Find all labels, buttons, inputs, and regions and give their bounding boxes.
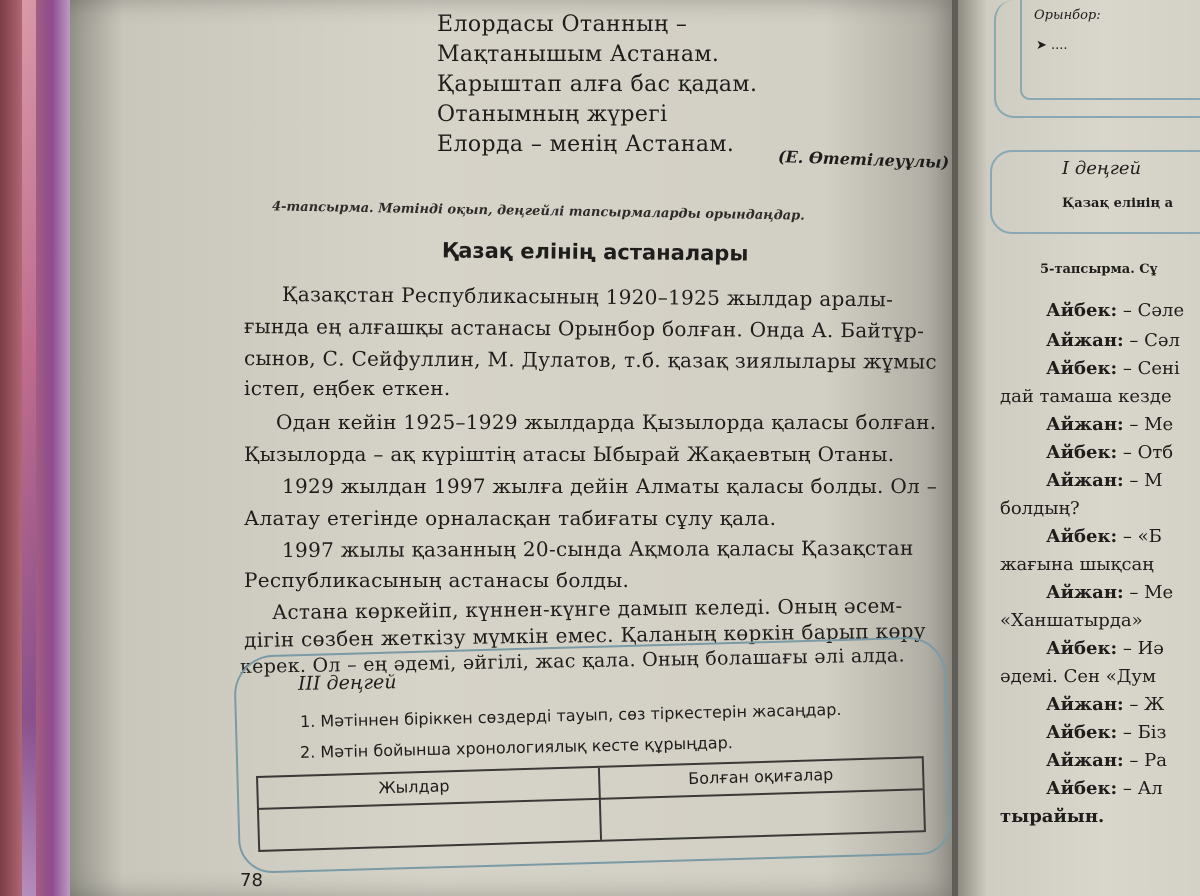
text-line: 1929 жылдан 1997 жылға дейін Алматы қаласы болды. Ол – bbox=[282, 474, 938, 498]
dialogue-line: Айбек: – «Б bbox=[1046, 526, 1162, 547]
dialogue-line: Айбек: – Біз bbox=[1046, 722, 1167, 743]
level-3-question-2: 2. Мәтін бойынша хронологиялық кесте құрыңдар. bbox=[299, 733, 734, 762]
dialogue-line: Айжан: – Ме bbox=[1046, 414, 1174, 435]
level-3-title: III деңгей bbox=[297, 671, 397, 695]
text-line: Республикасының астанасы болды. bbox=[244, 568, 630, 592]
poem-line: Отанымның жүрегі bbox=[437, 102, 668, 127]
text-line: керек. Ол – ең әдемі, әйгілі, жас қала. Оның болашағы әлі алда. bbox=[239, 644, 906, 678]
text-line: сынов, С. Сейфуллин, М. Дулатов, т.б. қазақ зиялылары жұмыс bbox=[243, 346, 937, 374]
dialogue-line: Айбек: – Ал bbox=[1046, 778, 1163, 799]
poem-attribution: (Е. Өтетілеуұлы) bbox=[777, 147, 950, 172]
level-1-title: I деңгей bbox=[1062, 158, 1142, 179]
task-5-instruction: 5-тапсырма. Сұ bbox=[1040, 262, 1158, 277]
dialogue-line: «Ханшатырда» bbox=[1000, 610, 1143, 631]
dialogue-line: Айжан: – Ме bbox=[1046, 582, 1174, 603]
text-line: істеп, еңбек еткен. bbox=[244, 376, 451, 400]
dialogue-line: жағына шықсаң bbox=[1000, 554, 1154, 575]
text-line: Одан кейін 1925–1929 жылдарда Қызылорда қаласы болған. bbox=[276, 410, 937, 434]
dialogue-line: Айжан: – М bbox=[1046, 470, 1163, 491]
table-header-events: Болған оқиғалар bbox=[687, 764, 834, 789]
orynbor-box-title: Орынбор: bbox=[1034, 8, 1101, 23]
text-line: Қазақстан Республикасының 1920–1925 жылдар аралы- bbox=[281, 282, 894, 312]
page-number: 78 bbox=[240, 870, 263, 891]
dialogue-line: Айбек: – Сәле bbox=[1046, 300, 1185, 321]
dialogue-line: болдың? bbox=[1000, 498, 1080, 519]
cover-pattern bbox=[22, 0, 36, 896]
poem-line: Мақтанышым Астанам. bbox=[437, 42, 720, 67]
text-line: ғында ең алғашқы астанасы Орынбор болған. Онда А. Байтұр- bbox=[243, 314, 925, 343]
orynbor-box-text: ➤ .... bbox=[1036, 38, 1068, 53]
text-line: Қызылорда – ақ күріштің атасы Ыбырай Жақаевтың Отаны. bbox=[244, 442, 895, 466]
dialogue-line: Айбек: – Сені bbox=[1046, 358, 1180, 379]
dialogue-line: Айжан: – Ж bbox=[1046, 694, 1165, 715]
level-1-text: Қазақ елінің а bbox=[1062, 196, 1174, 211]
poem-line: Елорда – менің Астанам. bbox=[437, 132, 735, 157]
level-3-question-1: 1. Мәтіннен біріккен сөздерді тауып, сөз тіркестерін жасаңдар. bbox=[299, 699, 842, 732]
table-column-divider bbox=[598, 768, 602, 840]
text-line: Алатау етегінде орналасқан табиғаты сұлу қала. bbox=[244, 506, 777, 530]
text-line: 1997 жылы қазанның 20-сында Ақмола қаласы Қазақстан bbox=[281, 535, 914, 562]
book-cover-edge bbox=[0, 0, 80, 896]
dialogue-line: тырайын. bbox=[1000, 806, 1105, 827]
poem-line: Елордасы Отанның – bbox=[437, 12, 688, 37]
text-line: Астана көркейіп, күннен-күнге дамып келеді. Оның әсем- bbox=[271, 593, 903, 624]
dialogue-line: Айбек: – Отб bbox=[1046, 442, 1174, 463]
dialogue-line: Айбек: – Иә bbox=[1046, 638, 1164, 659]
text-heading: Қазақ елінің астаналары bbox=[441, 238, 749, 266]
poem-line: Қарыштап алға бас қадам. bbox=[437, 72, 758, 97]
table-header-years: Жылдар bbox=[378, 776, 450, 798]
dialogue-line: Айжан: – Ра bbox=[1046, 750, 1167, 771]
dialogue-line: Айжан: – Сәл bbox=[1046, 330, 1180, 351]
text-line: дігін сөзбен жеткізу мүмкін емес. Қаланың көркін барып көру bbox=[243, 618, 927, 652]
table-header-divider bbox=[259, 788, 923, 810]
task-4-instruction: 4-тапсырма. Мәтінді оқып, деңгейлі тапсырмаларды орындаңдар. bbox=[271, 199, 805, 224]
dialogue-line: дай тамаша кезде bbox=[1000, 386, 1172, 407]
dialogue-line: әдемі. Сен «Дум bbox=[1000, 666, 1156, 687]
